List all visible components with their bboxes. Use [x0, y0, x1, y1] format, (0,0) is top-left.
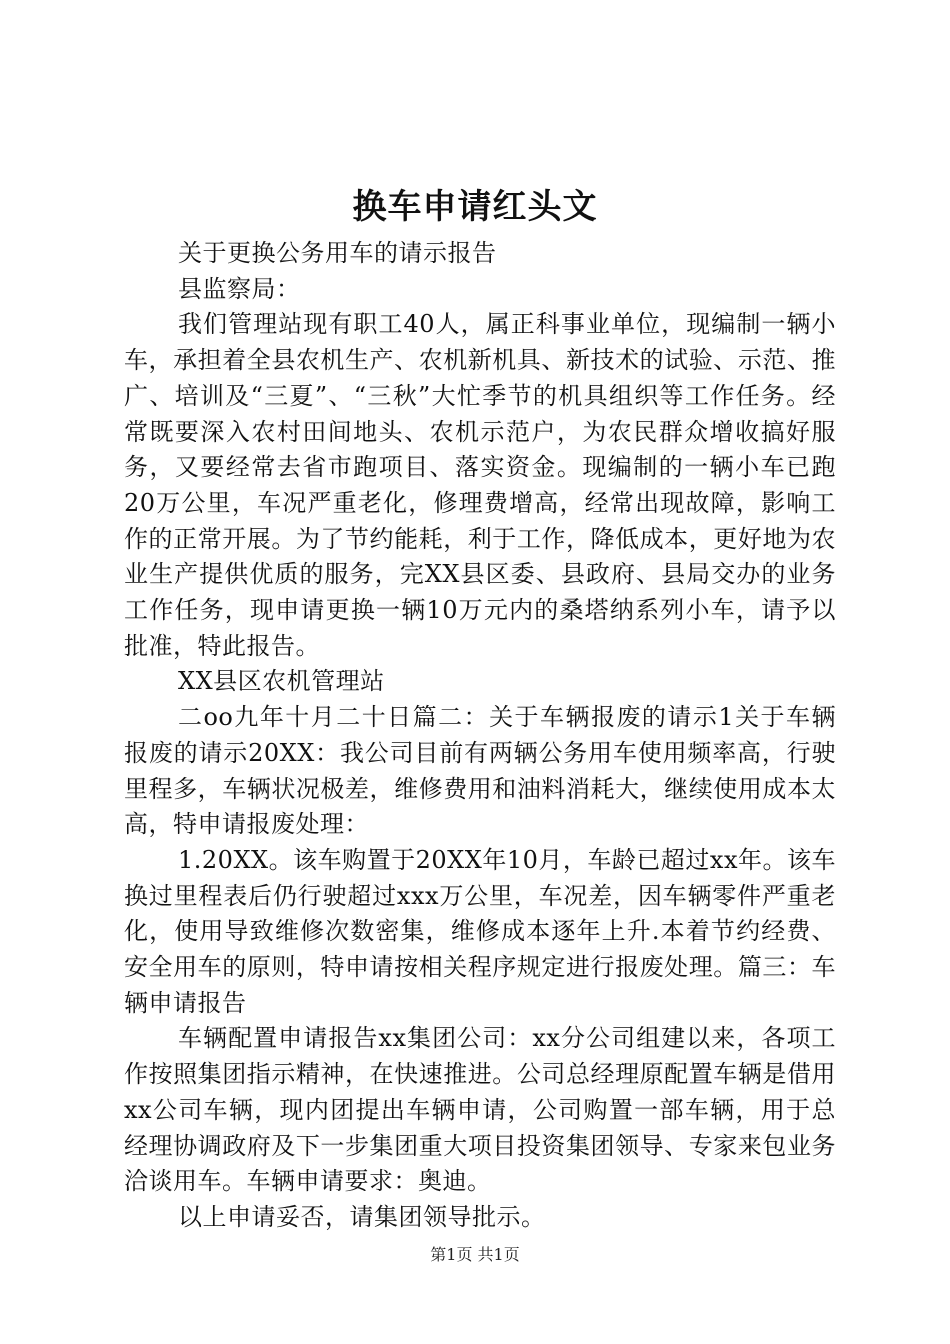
paragraph-vehicle-item: 1.20XX。该车购置于20XX年10月，车龄已超过xx年。该车换过里程表后仍行驶超过xxx万公里，车况差，因车辆零件严重老化，使用导致维修次数密集，维修成本逐年上升.本着节约经费、安全用车的原则，特申请按相关程序规定进行报废处理。篇三：车辆申请报告: [124, 845, 836, 1017]
document-title: 换车申请红头文: [352, 187, 598, 227]
paragraph-recipient: 县监察局：: [178, 274, 301, 303]
paragraph-part-three: 车辆配置申请报告xx集团公司：xx分公司组建以来，各项工作按照集团指示精神，在快速推进。公司总经理原配置车辆是借用xx公司车辆，现内团提出车辆申请，公司购置一部车辆，用于总经理协调政府及下一步集团重大项目投资集团领导、专家来包业务洽谈用车。车辆申请要求：奥迪。: [124, 1024, 836, 1196]
paragraph-date-and-part-two: 二oo九年十月二十日篇二：关于车辆报废的请示1关于车辆报废的请示20XX：我公司目前有两辆公务用车使用频率高，行驶里程多，车辆状况极差，维修费用和油料消耗大，继续使用成本太高，特申请报废处理：: [124, 703, 836, 839]
paragraph-subject: 关于更换公务用车的请示报告: [178, 239, 497, 267]
paragraph-closing: 以上申请妥否，请集团领导批示。: [178, 1202, 546, 1231]
page-number: 第1页 共1页: [430, 1245, 520, 1264]
paragraph-sender: XX县区农机管理站: [178, 667, 385, 696]
document-body: [124, 236, 836, 1236]
paragraph-request-body: 我们管理站现有职工40人，属正科事业单位，现编制一辆小车，承担着全县农机生产、农机新机具、新技术的试验、示范、推广、培训及“三夏”、“三秋”大忙季节的机具组织等工作任务。经常既要深入农村田间地头、农机示范户，为农民群众增收搞好服务，又要经常去省市跑项目、落实资金。现编制的一辆小车已跑20万公里，车况严重老化，修理费增高，经常出现故障，影响工作的正常开展。为了节约能耗，利于工作，降低成本，更好地为农业生产提供优质的服务，完XX县区委、县政府、县局交办的业务工作任务，现申请更换一辆10万元内的桑塔纳系列小车，请予以批准，特此报告。: [124, 310, 836, 660]
